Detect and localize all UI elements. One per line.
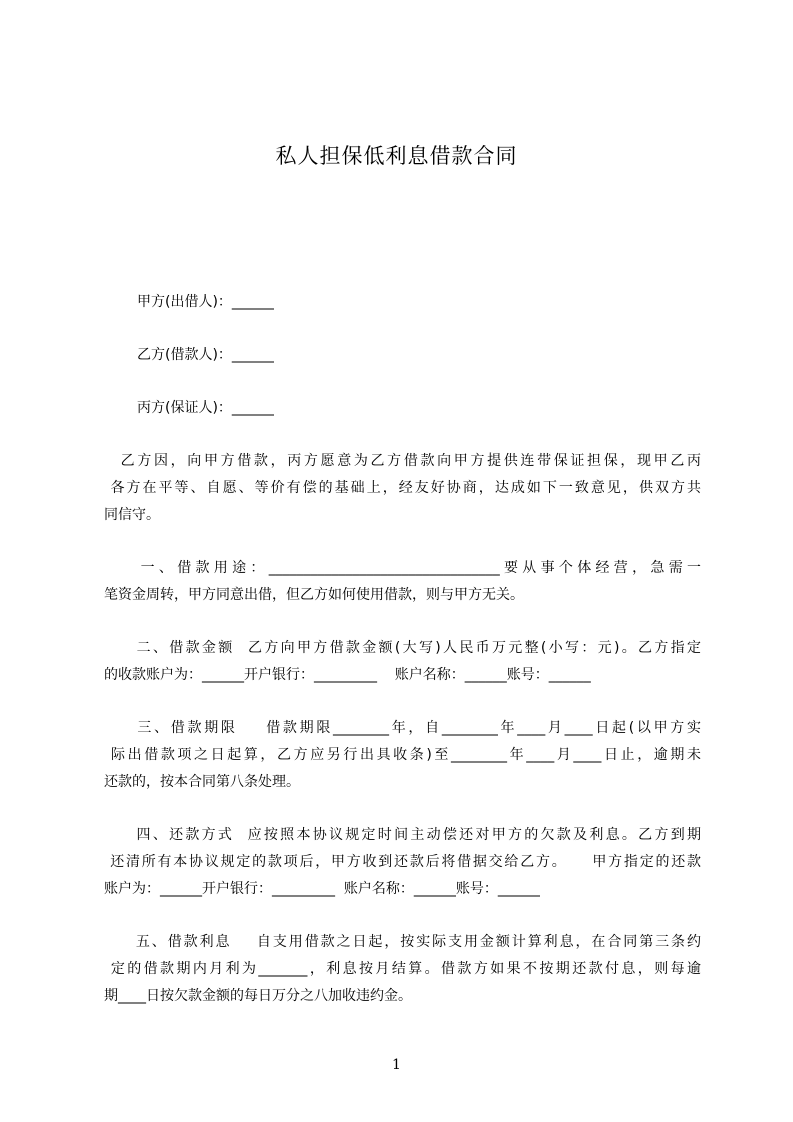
party-guarantor-line: 丙方(保证人)：______ [137, 400, 274, 416]
intro-paragraph [104, 451, 701, 532]
paragraph-line: 二、借款金额 乙方向甲方借款金额(大写)人民币万元整(小写：元)。乙方指定 [104, 640, 701, 656]
paragraph-line: 各方在平等、自愿、等价有偿的基础上，经友好协商，达成如下一致意见，供双方共 [104, 480, 701, 496]
clause-repayment [104, 825, 701, 906]
paragraph-line: 定的借款期内月利为_______，利息按月结算。借款方如果不按期还款付息，则每逾 [104, 961, 701, 977]
clause-term [104, 718, 701, 799]
paragraph-line: 四、还款方式 应按照本协议规定时间主动偿还对甲方的欠款及利息。乙方到期 [104, 827, 701, 843]
paragraph-line: 期____日按欠款金额的每日万分之八加收违约金。 [104, 988, 412, 1004]
clause-purpose [104, 558, 701, 612]
document-title: 私人担保低利息借款合同 [275, 144, 518, 168]
paragraph-line: 际出借款项之日起算，乙方应另行出具收条)至________年____月____日止，逾期未 [104, 747, 701, 763]
paragraph-line: 账户为：______开户银行：_________ 账户名称：______账号：______ [104, 881, 540, 897]
page-number: 1 [392, 1057, 401, 1073]
clause-interest [104, 932, 701, 1013]
party-lender-line: 甲方(出借人)：______ [137, 294, 274, 310]
paragraph-line: 还款的，按本合同第八条处理。 [104, 774, 300, 790]
paragraph-line: 还清所有本协议规定的款项后，甲方收到还款后将借据交给乙方。 甲方指定的还款 [104, 854, 701, 870]
paragraph-line: 同信守。 [104, 507, 160, 523]
paragraph-line: 一、借款用途：_________________________________要从事个体经营，急需一 [104, 560, 701, 576]
paragraph-line: 五、借款利息 自支用借款之日起，按实际支用金额计算利息，在合同第三条约 [104, 934, 701, 950]
clause-amount [104, 638, 701, 692]
paragraph-line: 三、借款期限 借款期限________年，自________年____月____日起(以甲方实 [104, 720, 701, 736]
paragraph-line: 乙方因，向甲方借款，丙方愿意为乙方借款向甲方提供连带保证担保，现甲乙丙 [104, 453, 701, 469]
paragraph-line: 笔资金周转，甲方同意出借，但乙方如何使用借款，则与甲方无关。 [104, 587, 524, 603]
paragraph-line: 的收款账户为：______开户银行：_________ 账户名称：______账号：______ [104, 667, 591, 683]
party-borrower-line: 乙方(借款人)：______ [137, 347, 274, 363]
